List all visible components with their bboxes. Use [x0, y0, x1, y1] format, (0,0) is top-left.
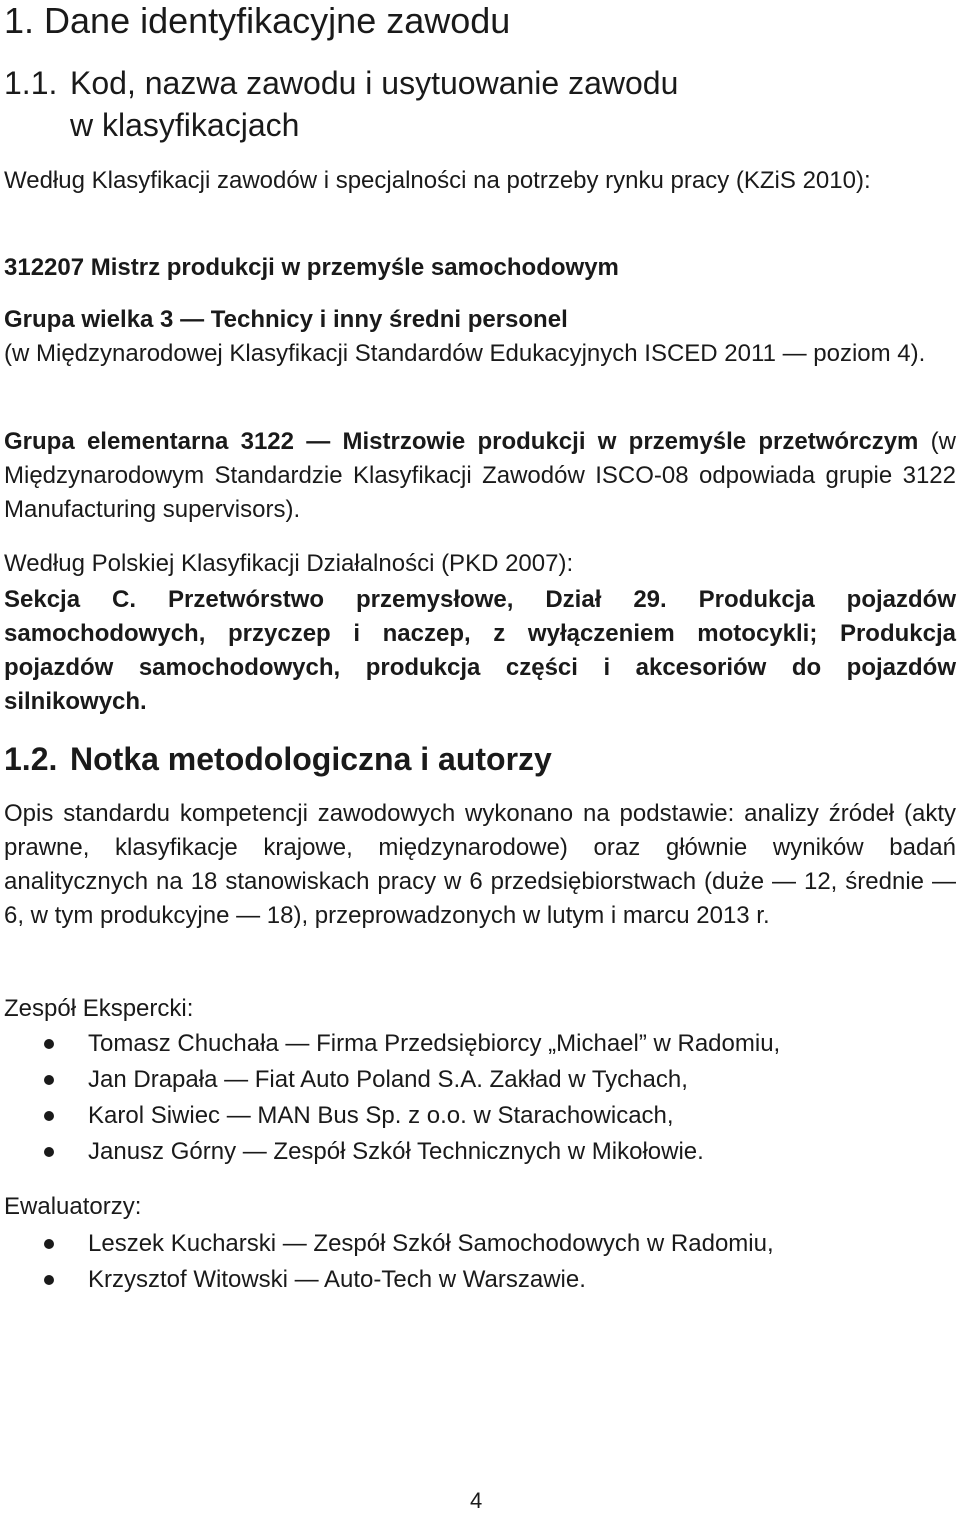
list-item: Janusz Górny — Zespół Szkół Technicznych w Mikołowie.: [4, 1134, 956, 1170]
methodology-description: Opis standardu kompetencji zawodowych wykonano na podstawie: analizy źródeł (akty prawne, klasyfikacje krajowe, międzynarodowe) oraz głównie wyników badań analitycznych na 18 stanowiskach pracy w 6 przedsiębiorstwach (duże — 12, średnie — 6, w tym produkcyjne — 18), przeprowadzonych w lutym i marcu 2013 r.: [4, 800, 956, 929]
subsection-heading-1-1: [4, 62, 678, 146]
major-group-paragraph: [4, 303, 956, 371]
bullet-icon: [44, 1075, 54, 1085]
subsection-title-line1: Kod, nazwa zawodu i usytuowanie zawodu: [70, 65, 679, 101]
experts-label: Zespół Ekspercki:: [4, 995, 194, 1022]
list-item: Karol Siwiec — MAN Bus Sp. z o.o. w Starachowicach,: [4, 1098, 956, 1134]
subsection-heading-1-2: [4, 738, 552, 780]
pkd-intro: Według Polskiej Klasyfikacji Działalności (PKD 2007):: [4, 550, 574, 577]
subsection-title: Notka metodologiczna i autorzy: [70, 741, 552, 777]
bullet-icon: [44, 1147, 54, 1157]
unit-group-note: (w Międzynarodowym Standardzie Klasyfikacji Zawodów ISCO-08 odpowiada grupie 3122 Manufacturing supervisors).: [4, 428, 956, 523]
evaluators-list: [4, 1226, 956, 1298]
evaluators-label: Ewaluatorzy:: [4, 1193, 142, 1220]
bullet-icon: [44, 1039, 54, 1049]
experts-list: [4, 1026, 956, 1170]
list-item: Krzysztof Witowski — Auto-Tech w Warszawie.: [4, 1262, 956, 1298]
unit-group-title: Grupa elementarna 3122 — Mistrzowie produkcji w przemyśle przetwórczym: [4, 428, 919, 455]
occupation-code-line: 312207 Mistrz produkcji w przemyśle samochodowym: [4, 254, 619, 281]
subsection-title-line2: w klasyfikacjach: [70, 107, 300, 143]
pkd-classification: Sekcja C. Przetwórstwo przemysłowe, Dział 29. Produkcja pojazdów samochodowych, przyczep i naczep, z wyłączeniem motocykli; Produkcja pojazdów samochodowych, produkcja części i akcesoriów do pojazdów silnikowych.: [4, 586, 956, 715]
unit-group-paragraph: [4, 425, 956, 527]
list-item: Jan Drapała — Fiat Auto Poland S.A. Zakład w Tychach,: [4, 1062, 956, 1098]
major-group-note: (w Międzynarodowej Klasyfikacji Standardów Edukacyjnych ISCED 2011 — poziom 4).: [4, 340, 926, 367]
subsection-number: 1.2.: [4, 741, 58, 777]
major-group-title: Grupa wielka 3 — Technicy i inny średni personel: [4, 306, 568, 333]
section-heading-1: 1. Dane identyfikacyjne zawodu: [4, 0, 511, 41]
page-number: 4: [470, 1488, 483, 1513]
bullet-icon: [44, 1275, 54, 1285]
kzis-intro: Według Klasyfikacji zawodów i specjalności na potrzeby rynku pracy (KZiS 2010):: [4, 167, 871, 194]
subsection-number: 1.1.: [4, 65, 58, 101]
list-item: Tomasz Chuchała — Firma Przedsiębiorcy „Michael” w Radomiu,: [4, 1026, 956, 1062]
bullet-icon: [44, 1111, 54, 1121]
bullet-icon: [44, 1239, 54, 1249]
list-item: Leszek Kucharski — Zespół Szkół Samochodowych w Radomiu,: [4, 1226, 956, 1262]
